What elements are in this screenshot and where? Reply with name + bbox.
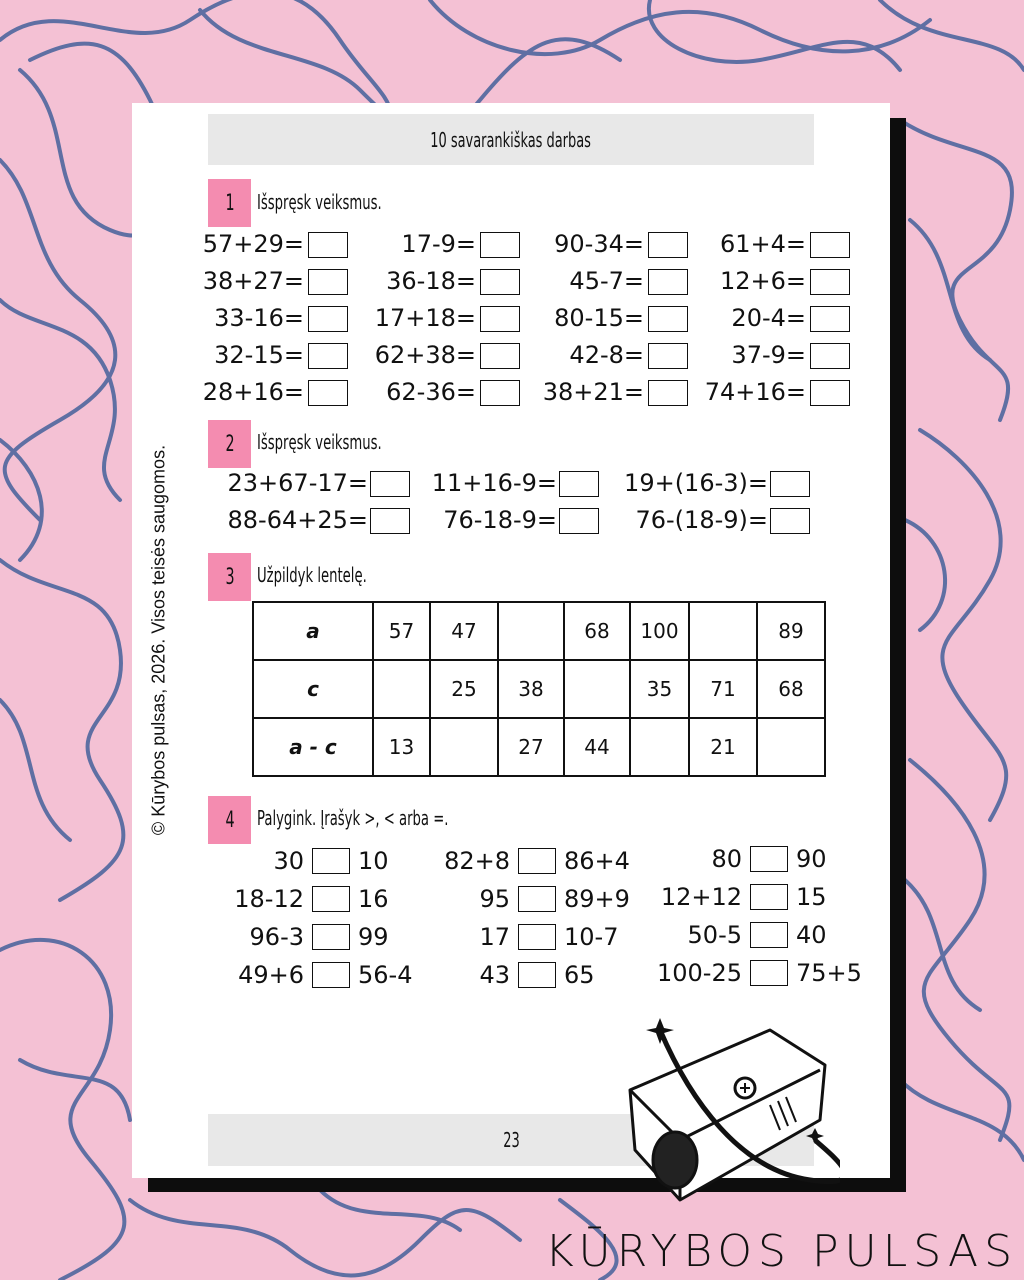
- empty-table-cell[interactable]: [564, 660, 630, 718]
- empty-table-cell[interactable]: [757, 718, 825, 776]
- comparison-left: 100-25: [656, 959, 742, 987]
- exercise-text: 42-8=: [569, 341, 644, 369]
- copyright-text: © Kūrybos pulsas, 2026. Visos teisės saugomos.: [148, 444, 169, 836]
- answer-box[interactable]: [559, 508, 599, 534]
- answer-box[interactable]: [770, 471, 810, 497]
- comparison-sign-box[interactable]: [312, 886, 350, 912]
- answer-box[interactable]: [480, 306, 520, 332]
- comparison-left: 43: [479, 961, 510, 989]
- table-cell: 35: [630, 660, 689, 718]
- task-4-instruction: Palygink. Įrašyk >, < arba =.: [257, 806, 449, 830]
- table-cell: 25: [430, 660, 498, 718]
- table-cell: 13: [373, 718, 430, 776]
- exercise-text: 61+4=: [719, 230, 806, 258]
- comparison-left: 80: [711, 845, 742, 873]
- table-cell: 100: [630, 602, 689, 660]
- row-header: a - c: [253, 718, 373, 776]
- comparison-left: 96-3: [249, 923, 304, 951]
- comparison-sign-box[interactable]: [312, 962, 350, 988]
- answer-box[interactable]: [648, 380, 688, 406]
- empty-table-cell[interactable]: [430, 718, 498, 776]
- exercise-text: 88-64+25=: [227, 506, 368, 534]
- answer-box[interactable]: [559, 471, 599, 497]
- comparison-sign-box[interactable]: [750, 884, 788, 910]
- comparison-sign-box[interactable]: [750, 846, 788, 872]
- comparison-left: 18-12: [234, 885, 304, 913]
- answer-box[interactable]: [480, 380, 520, 406]
- comparison-left: 82+8: [444, 847, 510, 875]
- comparison-right: 89+9: [564, 885, 630, 913]
- comparison-right: 86+4: [564, 847, 630, 875]
- answer-box[interactable]: [648, 343, 688, 369]
- comparison-right: 56-4: [358, 961, 413, 989]
- comparison-left: 17: [479, 923, 510, 951]
- task-3-table: [252, 601, 826, 777]
- table-cell: 38: [498, 660, 564, 718]
- exercise-text: 36-18=: [386, 267, 476, 295]
- answer-box[interactable]: [308, 269, 348, 295]
- table-row: [253, 602, 825, 660]
- comparison-right: 75+5: [796, 959, 862, 987]
- pencil-sharpener-illustration: [620, 1010, 840, 1210]
- table-cell: 21: [689, 718, 757, 776]
- table-cell: 27: [498, 718, 564, 776]
- answer-box[interactable]: [480, 343, 520, 369]
- exercise-text: 33-16=: [214, 304, 304, 332]
- exercise-text: 32-15=: [214, 341, 304, 369]
- exercise-text: 90-34=: [554, 230, 644, 258]
- comparison-right: 15: [796, 883, 827, 911]
- table-cell: 68: [757, 660, 825, 718]
- exercise-text: 76-(18-9)=: [635, 506, 768, 534]
- exercise-text: 38+21=: [542, 378, 644, 406]
- exercise-text: 12+6=: [719, 267, 806, 295]
- comparison-left: 12+12: [660, 883, 742, 911]
- exercise-text: 17+18=: [374, 304, 476, 332]
- table-cell: 68: [564, 602, 630, 660]
- comparison-sign-box[interactable]: [312, 848, 350, 874]
- exercise-text: 23+67-17=: [227, 469, 368, 497]
- exercise-text: 45-7=: [569, 267, 644, 295]
- exercise-text: 37-9=: [731, 341, 806, 369]
- brand-logo-text: KŪRYBOS PULSAS: [544, 1226, 1018, 1277]
- title-bar: [208, 114, 814, 165]
- exercise-text: 20-4=: [731, 304, 806, 332]
- answer-box[interactable]: [308, 343, 348, 369]
- table-cell: 57: [373, 602, 430, 660]
- page-number: 23: [502, 1128, 520, 1152]
- answer-box[interactable]: [648, 269, 688, 295]
- answer-box[interactable]: [308, 306, 348, 332]
- empty-table-cell[interactable]: [689, 602, 757, 660]
- comparison-sign-box[interactable]: [312, 924, 350, 950]
- answer-box[interactable]: [370, 471, 410, 497]
- empty-table-cell[interactable]: [373, 660, 430, 718]
- row-header: c: [253, 660, 373, 718]
- comparison-sign-box[interactable]: [518, 962, 556, 988]
- answer-box[interactable]: [308, 380, 348, 406]
- task-2-instruction: Išspręsk veiksmus.: [257, 430, 382, 454]
- table-cell: 44: [564, 718, 630, 776]
- table-row: [253, 718, 825, 776]
- task-1-instruction: Išspręsk veiksmus.: [257, 190, 382, 214]
- comparison-left: 50-5: [687, 921, 742, 949]
- table-row: [253, 660, 825, 718]
- exercise-text: 38+27=: [202, 267, 304, 295]
- exercise-text: 62-36=: [386, 378, 476, 406]
- comparison-sign-box[interactable]: [750, 922, 788, 948]
- table-cell: 71: [689, 660, 757, 718]
- exercise-text: 19+(16-3)=: [624, 469, 768, 497]
- comparison-right: 16: [358, 885, 389, 913]
- task-3-badge: 3: [208, 553, 251, 601]
- answer-box[interactable]: [770, 508, 810, 534]
- row-header: a: [253, 602, 373, 660]
- comparison-right: 10: [358, 847, 389, 875]
- exercise-text: 28+16=: [202, 378, 304, 406]
- task-4-badge: 4: [208, 796, 251, 844]
- exercise-text: 74+16=: [704, 378, 806, 406]
- task-2-badge: 2: [208, 420, 251, 468]
- exercise-text: 80-15=: [554, 304, 644, 332]
- comparison-right: 65: [564, 961, 595, 989]
- answer-box[interactable]: [810, 306, 850, 332]
- empty-table-cell[interactable]: [498, 602, 564, 660]
- comparison-sign-box[interactable]: [750, 960, 788, 986]
- comparison-sign-box[interactable]: [518, 848, 556, 874]
- exercise-text: 62+38=: [374, 341, 476, 369]
- comparison-right: 90: [796, 845, 827, 873]
- comparison-left: 95: [479, 885, 510, 913]
- comparison-right: 99: [358, 923, 389, 951]
- answer-box[interactable]: [370, 508, 410, 534]
- answer-box[interactable]: [480, 269, 520, 295]
- exercise-text: 11+16-9=: [431, 469, 557, 497]
- answer-box[interactable]: [810, 380, 850, 406]
- answer-box[interactable]: [648, 232, 688, 258]
- comparison-right: 40: [796, 921, 827, 949]
- empty-table-cell[interactable]: [630, 718, 689, 776]
- comparison-right: 10-7: [564, 923, 619, 951]
- exercise-text: 76-18-9=: [443, 506, 557, 534]
- answer-box[interactable]: [648, 306, 688, 332]
- task-3-instruction: Užpildyk lentelę.: [257, 563, 367, 587]
- answer-box[interactable]: [810, 343, 850, 369]
- comparison-sign-box[interactable]: [518, 924, 556, 950]
- answer-box[interactable]: [810, 232, 850, 258]
- exercise-text: 57+29=: [202, 230, 304, 258]
- comparison-sign-box[interactable]: [518, 886, 556, 912]
- table-cell: 47: [430, 602, 498, 660]
- comparison-left: 49+6: [238, 961, 304, 989]
- page-title: 10 savarankiškas darbas: [430, 127, 592, 152]
- task-1-badge: 1: [208, 179, 251, 227]
- answer-box[interactable]: [810, 269, 850, 295]
- answer-box[interactable]: [480, 232, 520, 258]
- comparison-left: 30: [273, 847, 304, 875]
- table-cell: 89: [757, 602, 825, 660]
- answer-box[interactable]: [308, 232, 348, 258]
- exercise-text: 17-9=: [401, 230, 476, 258]
